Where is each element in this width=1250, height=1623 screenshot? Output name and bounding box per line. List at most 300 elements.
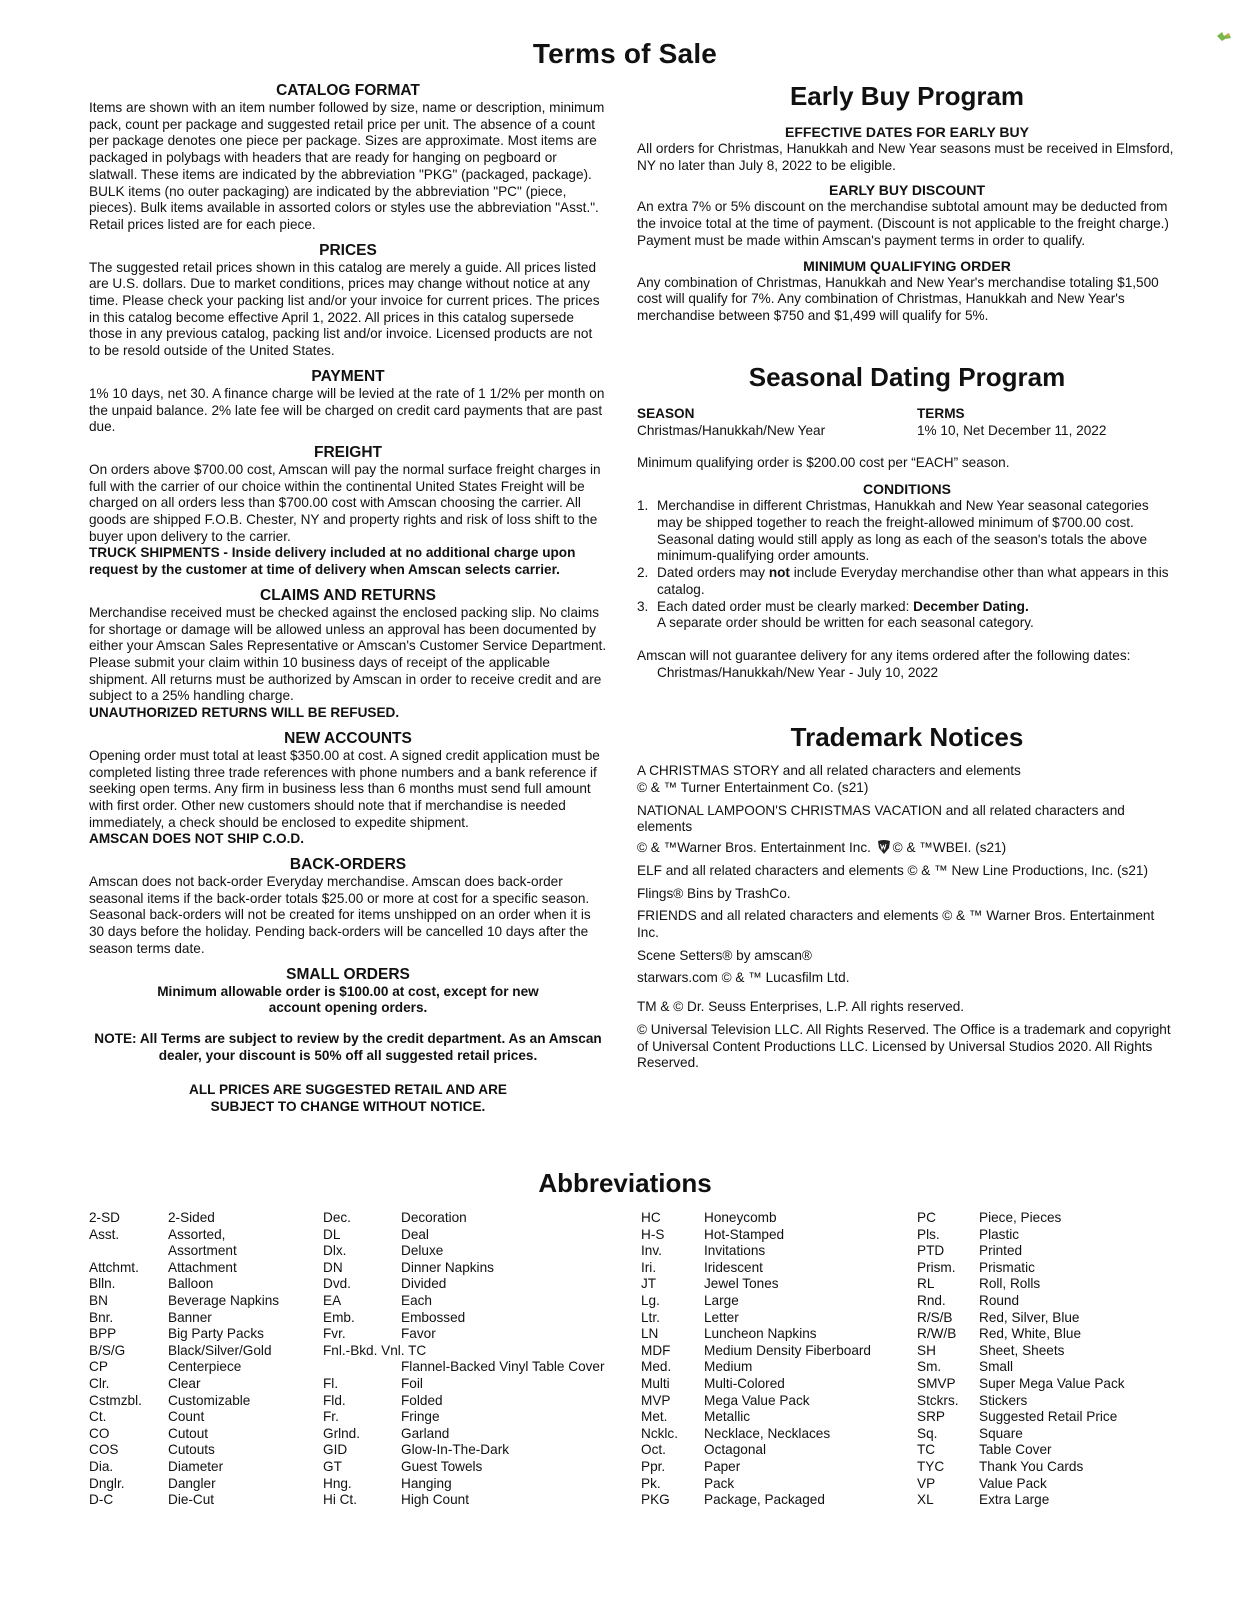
- trademark-notice: starwars.com © & ™ Lucasfilm Ltd.: [637, 970, 850, 986]
- abbreviation-meaning: Value Pack: [979, 1475, 1047, 1491]
- abbreviation-row: [641, 1227, 901, 1244]
- condition-number: 1.: [637, 498, 649, 514]
- guarantee-text: Amscan will not guarantee delivery for any items ordered after the following dates:: [637, 647, 1131, 663]
- condition-item: [637, 599, 1177, 632]
- minimum-order-text: Minimum allowable order is $100.00 at cost, except for new account opening orders.: [157, 983, 539, 1016]
- trademark-notice: Scene Setters® by amscan®: [637, 947, 812, 963]
- abbreviation-code: GT: [323, 1458, 342, 1474]
- abbreviation-row: [917, 1326, 1197, 1343]
- abbreviations-column-1: [89, 1210, 309, 1509]
- abbreviation-meaning: Die-Cut: [168, 1492, 215, 1508]
- section-text: The suggested retail prices shown in this catalog are merely a guide. All prices listed are U.S. dollars. Due to market conditions, prices may change without notice at any time. Please check your packing list and/or your invoice for current prices. The prices in this catalog become effective April 1, 2022. All prices in this catalog supersede those in any previous catalog, packing list and/or invoice. Licensed products are not to be resold outside of the United States.: [89, 259, 600, 359]
- abbreviation-code: Fnl.-Bkd. Vnl. TC: [323, 1342, 427, 1358]
- abbreviation-row: [917, 1359, 1197, 1376]
- abbreviation-meaning: Square: [979, 1425, 1023, 1441]
- trademark-text-part: © & ™WBEI. (s21): [892, 840, 1007, 856]
- abbreviation-code: GID: [323, 1442, 348, 1458]
- section-text: Merchandise received must be checked against the enclosed packing slip. No claims for shortage or damage will be allowed unless an approval has been documented by either your Amscan Sales Representative or Amscan's Customer Service Department. Please submit your claim within 10 business days of receipt of the applicable shipment. All returns must be authorized by Amscan in order to receive credit and are subject to a 25% handling charge.: [89, 604, 607, 704]
- section-text: Amscan does not back-order Everyday merchandise. Amscan does back-order seasonal items if the back-order totals $25.00 or more at cost for a specific season. Seasonal back-orders will not be created for items unshipped on an order when it is 30 days before the holiday. Pending back-orders will be cancelled 10 days after the season terms date.: [89, 874, 591, 956]
- abbreviation-code: Fld.: [323, 1392, 346, 1408]
- programs-column: [637, 80, 1177, 1078]
- abbreviation-row: [89, 1210, 309, 1227]
- abbreviation-meaning: Black/Silver/Gold: [168, 1342, 272, 1358]
- abbreviation-row: [323, 1459, 613, 1476]
- abbreviation-meaning: Medium Density Fiberboard: [704, 1342, 871, 1358]
- abbreviation-row: [641, 1243, 901, 1260]
- abbreviation-row: [917, 1476, 1197, 1493]
- abbreviation-row: [917, 1276, 1197, 1293]
- abbreviation-meaning: Paper: [704, 1458, 741, 1474]
- trademark-text: A CHRISTMAS STORY and all related characters and elements: [637, 763, 1021, 779]
- abbreviation-row: [641, 1459, 901, 1476]
- abbreviation-row: [89, 1359, 309, 1376]
- abbreviation-code: Pk.: [641, 1475, 661, 1491]
- abbreviation-row: [89, 1492, 309, 1509]
- abbreviation-code: JT: [641, 1276, 657, 1292]
- abbreviation-meaning: Flannel-Backed Vinyl Table Cover: [401, 1359, 605, 1375]
- abbreviation-row: [917, 1426, 1197, 1443]
- season-value: Christmas/Hanukkah/New Year: [637, 422, 826, 438]
- abbreviation-row: [323, 1393, 613, 1410]
- abbreviation-code: Ppr.: [641, 1458, 666, 1474]
- abbreviation-meaning: Honeycomb: [704, 1210, 777, 1225]
- abbreviation-row: [89, 1376, 309, 1393]
- section-heading: NEW ACCOUNTS: [284, 729, 412, 747]
- condition-text: [657, 599, 1177, 632]
- abbreviation-code: Fl.: [323, 1375, 339, 1391]
- abbreviation-meaning: Customizable: [168, 1392, 251, 1408]
- terms-column: [89, 82, 607, 1116]
- abbreviation-code: R/W/B: [917, 1326, 957, 1342]
- abbreviation-code: VP: [917, 1475, 936, 1491]
- abbreviation-meaning: Balloon: [168, 1276, 214, 1292]
- abbreviation-meaning: Super Mega Value Pack: [979, 1375, 1125, 1391]
- abbreviation-meaning: Suggested Retail Price: [979, 1409, 1118, 1425]
- terms-label: TERMS: [917, 405, 965, 421]
- abbreviation-code: D-C: [89, 1492, 114, 1508]
- abbreviation-meaning: Attachment: [168, 1259, 237, 1275]
- condition-emphasis: not: [768, 565, 790, 581]
- abbreviation-row: [89, 1276, 309, 1293]
- guarantee-date: Christmas/Hanukkah/New Year - July 10, 2022: [657, 664, 939, 680]
- small-orders-section: [89, 966, 607, 1017]
- trademark-notice: TM & © Dr. Seuss Enterprises, L.P. All rights reserved.: [637, 999, 965, 1015]
- abbreviation-code: 2-SD: [89, 1210, 120, 1225]
- abbreviation-code: Met.: [641, 1409, 668, 1425]
- section-heading: EARLY BUY DISCOUNT: [828, 182, 986, 199]
- abbreviation-row: [323, 1442, 613, 1459]
- abbreviation-row: [89, 1326, 309, 1343]
- abbreviation-code: RL: [917, 1276, 935, 1292]
- abbreviation-code: Fr.: [323, 1409, 339, 1425]
- condition-text-part: Each dated order must be clearly marked:: [657, 598, 914, 614]
- abbreviation-meaning: Red, Silver, Blue: [979, 1309, 1080, 1325]
- abbreviation-row: [323, 1310, 613, 1327]
- abbreviation-code: B/S/G: [89, 1342, 126, 1358]
- trademark-title: Trademark Notices: [790, 722, 1024, 753]
- abbreviation-code: LN: [641, 1326, 659, 1342]
- abbreviation-code: Blln.: [89, 1276, 116, 1292]
- abbreviation-row: [917, 1442, 1197, 1459]
- trademark-text: NATIONAL LAMPOON'S CHRISTMAS VACATION and all related characters and elements: [637, 802, 1125, 835]
- prices-section: [89, 242, 607, 360]
- abbreviation-code: Iri.: [641, 1259, 657, 1275]
- abbreviation-code: PKG: [641, 1492, 670, 1508]
- section-text: An extra 7% or 5% discount on the merchandise subtotal amount may be deducted from the invoice total at the time of payment. (Discount is not applicable to the freight charge.) Payment must be made within Amscan's payment terms in order to qualify.: [637, 199, 1169, 248]
- trademark-notice: © Universal Television LLC. All Rights Reserved. The Office is a trademark and copyright of Universal Content Productions LLC. Licensed by Universal Studios 2020. All Rights Reserved.: [637, 1021, 1171, 1071]
- abbreviation-meaning: [426, 1343, 613, 1360]
- trademark-text: [637, 840, 1177, 857]
- abbreviation-meaning: Each: [401, 1292, 432, 1308]
- abbreviation-meaning: Glow-In-The-Dark: [401, 1442, 510, 1458]
- abbreviation-row: [89, 1310, 309, 1327]
- abbreviations-column-4: [917, 1210, 1197, 1509]
- abbreviation-meaning: Letter: [704, 1309, 739, 1325]
- claims-section: [89, 587, 607, 722]
- no-cod-text: AMSCAN DOES NOT SHIP C.O.D.: [89, 831, 305, 847]
- abbreviation-meaning: Pack: [704, 1475, 735, 1491]
- abbreviation-code: Ct.: [89, 1409, 107, 1425]
- section-text: Any combination of Christmas, Hanukkah and New Year's merchandise totaling $1,500 cost will qualify for 7%. Any combination of Christmas, Hanukkah and New Year's merchandise between $750 and $1,499 will qualify for 5%.: [637, 274, 1159, 323]
- abbreviation-code: DL: [323, 1226, 341, 1242]
- abbreviation-row: [89, 1393, 309, 1410]
- abbreviation-code: [323, 1359, 401, 1376]
- abbreviation-code: Grlnd.: [323, 1425, 361, 1441]
- abbreviation-meaning: Big Party Packs: [168, 1326, 264, 1342]
- abbreviation-row: [917, 1343, 1197, 1360]
- abbreviation-meaning: Small: [979, 1359, 1013, 1375]
- abbreviation-code: R/S/B: [917, 1309, 953, 1325]
- abbreviation-meaning: 2-Sided: [168, 1210, 215, 1225]
- trademark-text: © & ™ Turner Entertainment Co. (s21): [637, 780, 869, 796]
- abbreviation-code: H-S: [641, 1226, 665, 1242]
- abbreviation-meaning: Metallic: [704, 1409, 751, 1425]
- page-title: Terms of Sale: [532, 38, 718, 69]
- abbreviation-meaning: Garland: [401, 1425, 450, 1441]
- abbreviation-meaning: Package, Packaged: [704, 1492, 825, 1508]
- abbreviation-code: [89, 1243, 168, 1260]
- abbreviation-code: BN: [89, 1292, 108, 1308]
- abbreviation-code: Dlx.: [323, 1243, 347, 1259]
- section-heading: EFFECTIVE DATES FOR EARLY BUY: [785, 124, 1029, 140]
- abbreviation-meaning: Large: [704, 1292, 739, 1308]
- abbreviation-code: Emb.: [323, 1309, 355, 1325]
- abbreviation-row: [89, 1476, 309, 1493]
- abbreviation-row: [641, 1326, 901, 1343]
- abbreviation-meaning: Hanging: [401, 1475, 452, 1491]
- abbreviation-meaning: Guest Towels: [401, 1458, 483, 1474]
- section-heading: PAYMENT: [311, 367, 385, 385]
- abbreviation-row: [323, 1210, 613, 1227]
- abbreviation-meaning: Beverage Napkins: [168, 1292, 280, 1308]
- condition-number: 3.: [637, 598, 649, 614]
- condition-item: [637, 498, 1177, 565]
- abbreviation-meaning: Jewel Tones: [704, 1276, 779, 1292]
- section-heading: MINIMUM QUALIFYING ORDER: [803, 257, 1011, 274]
- trademark-notice: ELF and all related characters and elements © & ™ New Line Productions, Inc. (s21): [637, 862, 1148, 878]
- catalog-format-section: [89, 82, 607, 234]
- section-heading: CLAIMS AND RETURNS: [260, 586, 436, 604]
- section-heading: FREIGHT: [313, 443, 383, 461]
- condition-emphasis: December Dating.: [913, 598, 1029, 614]
- section-heading: CATALOG FORMAT: [276, 82, 420, 99]
- payment-section: [89, 368, 607, 436]
- abbreviation-code: TC: [917, 1442, 936, 1458]
- section-text: Items are shown with an item number followed by size, name or description, minimum pack, count per package and suggested retail price per unit. The absence of a count per package denotes one piece per package. Sizes are approximate. Most items are packaged in polybags with headers that are ready for hanging on pegboard or slatwall. These items are indicated by the abbreviation "PKG" (packaged, package). BULK items (no outer packaging) are indicated by the abbreviation "PC" (piece, pieces). Bulk items available in assorted colors or styles use the abbreviation "Asst.". Retail prices listed are for each piece.: [89, 100, 605, 232]
- prices-notice: ALL PRICES ARE SUGGESTED RETAIL AND ARE SUBJECT TO CHANGE WITHOUT NOTICE.: [189, 1082, 507, 1115]
- abbreviation-code: MDF: [641, 1342, 671, 1358]
- seasonal-title: Seasonal Dating Program: [748, 361, 1066, 392]
- abbreviations-column-2: [323, 1210, 613, 1509]
- abbreviation-row: [917, 1393, 1197, 1410]
- abbreviation-row: [89, 1243, 309, 1260]
- abbreviation-meaning: Decoration: [401, 1210, 467, 1225]
- abbreviation-meaning: Banner: [168, 1309, 212, 1325]
- abbreviation-meaning: Printed: [979, 1243, 1023, 1259]
- abbreviation-meaning: Count: [168, 1409, 205, 1425]
- condition-item: [637, 565, 1177, 598]
- abbreviation-meaning: Sheet, Sheets: [979, 1342, 1065, 1358]
- abbreviation-meaning: Deluxe: [401, 1243, 444, 1259]
- abbreviation-meaning: Folded: [401, 1392, 443, 1408]
- trademark-notice: Flings® Bins by TrashCo.: [637, 885, 791, 901]
- condition-text: Merchandise in different Christmas, Hanukkah and New Year seasonal categories may be shipped together to reach the freight-allowed minimum of $700.00 cost. Seasonal dating would still apply as long as each of the season's totals the above minimum-qualifying order amounts.: [657, 498, 1149, 564]
- abbreviation-code: Pls.: [917, 1226, 940, 1242]
- abbreviation-row: [323, 1426, 613, 1443]
- abbreviation-row: [641, 1293, 901, 1310]
- abbreviation-code: Dnglr.: [89, 1475, 125, 1491]
- abbreviation-code: Hng.: [323, 1475, 352, 1491]
- trademark-text-part: © & ™Warner Bros. Entertainment Inc.: [637, 840, 871, 856]
- conditions-heading: CONDITIONS: [863, 481, 951, 498]
- abbreviation-row: [641, 1393, 901, 1410]
- abbreviation-row: [89, 1409, 309, 1426]
- abbreviations-column-3: [641, 1210, 901, 1509]
- abbreviation-row: [917, 1260, 1197, 1277]
- abbreviation-code: Ltr.: [641, 1309, 660, 1325]
- abbreviation-row: [323, 1376, 613, 1393]
- abbreviation-meaning: Divided: [401, 1276, 447, 1292]
- abbreviation-code: PTD: [917, 1243, 945, 1259]
- abbreviation-code: Ncklc.: [641, 1425, 679, 1441]
- abbreviation-row: [89, 1227, 309, 1244]
- abbreviation-row: [323, 1476, 613, 1493]
- abbreviation-code: CP: [89, 1359, 108, 1375]
- abbreviation-row: [323, 1359, 613, 1376]
- abbreviation-row: [917, 1243, 1197, 1260]
- abbreviation-meaning: Piece, Pieces: [979, 1210, 1062, 1225]
- abbreviation-meaning: Fringe: [401, 1409, 440, 1425]
- new-accounts-section: [89, 730, 607, 848]
- abbreviation-meaning: Deal: [401, 1226, 429, 1242]
- abbreviation-row: [917, 1210, 1197, 1227]
- condition-text-part: A separate order should be written for each seasonal category.: [657, 615, 1034, 631]
- minimum-qualifying-text: Minimum qualifying order is $200.00 cost per “EACH” season.: [637, 454, 1010, 470]
- season-terms-table: [637, 405, 1177, 439]
- abbreviation-meaning: Embossed: [401, 1309, 466, 1325]
- abbreviation-code: XL: [917, 1492, 934, 1508]
- abbreviation-code: Hi Ct.: [323, 1492, 357, 1508]
- abbreviation-row: [323, 1260, 613, 1277]
- section-text: On orders above $700.00 cost, Amscan will pay the normal surface freight charges in full with the carrier of our choice within the continental United States Freight will be charged on all orders less than $700.00 cost with Amscan choosing the carrier. All goods are shipped F.O.B. Chester, NY and property rights and risk of loss shift to the buyer upon delivery to the carrier.: [89, 461, 601, 544]
- truck-shipments-text: TRUCK SHIPMENTS - Inside delivery included at no additional charge upon request by the customer at time of delivery when Amscan selects carrier.: [89, 545, 576, 578]
- abbreviation-row: [641, 1442, 901, 1459]
- abbreviation-code: Prism.: [917, 1259, 956, 1275]
- abbreviation-row: [323, 1326, 613, 1343]
- abbreviation-code: Med.: [641, 1359, 672, 1375]
- abbreviation-meaning: Stickers: [979, 1392, 1028, 1408]
- section-heading: BACK-ORDERS: [289, 856, 407, 874]
- abbreviation-code: HC: [641, 1210, 661, 1225]
- unauthorized-returns-text: UNAUTHORIZED RETURNS WILL BE REFUSED.: [89, 705, 400, 721]
- abbreviation-code: MVP: [641, 1392, 671, 1408]
- abbreviation-row: [641, 1310, 901, 1327]
- abbreviation-row: [917, 1293, 1197, 1310]
- abbreviation-meaning: Plastic: [979, 1226, 1020, 1242]
- abbreviation-meaning: Mega Value Pack: [704, 1392, 810, 1408]
- early-buy-section: [637, 80, 1177, 325]
- section-text: 1% 10 days, net 30. A finance charge will be levied at the rate of 1 1/2% per month on the unpaid balance. 2% late fee will be charged on credit card payments that are past due.: [89, 385, 605, 435]
- section-text: All orders for Christmas, Hanukkah and New Year seasons must be received in Elmsford, NY no later than July 8, 2022 to be eligible.: [637, 141, 1174, 173]
- abbreviation-row: [89, 1260, 309, 1277]
- abbreviation-row: [641, 1359, 901, 1376]
- abbreviation-row: [323, 1492, 613, 1509]
- abbreviation-meaning: Luncheon Napkins: [704, 1326, 817, 1342]
- abbreviation-row: [917, 1310, 1197, 1327]
- trademark-notice: [637, 763, 1177, 796]
- abbreviation-meaning: Multi-Colored: [704, 1375, 785, 1391]
- abbreviation-code: SRP: [917, 1409, 945, 1425]
- abbreviation-code: DN: [323, 1259, 343, 1275]
- abbreviation-row: [641, 1492, 901, 1509]
- abbreviation-meaning: Cutout: [168, 1425, 209, 1441]
- abbreviation-code: Stckrs.: [917, 1392, 959, 1408]
- abbreviation-row: [641, 1426, 901, 1443]
- abbreviation-meaning: Dangler: [168, 1475, 216, 1491]
- back-orders-section: [89, 856, 607, 958]
- abbreviation-code: BPP: [89, 1326, 117, 1342]
- abbreviation-code: Dia.: [89, 1458, 114, 1474]
- abbreviation-code: Cstmzbl.: [89, 1392, 142, 1408]
- abbreviation-row: [917, 1227, 1197, 1244]
- abbreviation-row: [641, 1260, 901, 1277]
- abbreviation-code: Lg.: [641, 1292, 660, 1308]
- abbreviation-meaning: Assorted,: [168, 1226, 226, 1242]
- section-text: Opening order must total at least $350.00 at cost. A signed credit application must be completed listing three trade references with phone numbers and a bank reference if seeking open terms. Any firm in business less than 6 months must send full amount with first order. Other new customers should note that if merchandise is needed immediately, a check should be enclosed to expedite shipment.: [89, 747, 600, 830]
- abbreviation-code: EA: [323, 1292, 342, 1308]
- discount-note: NOTE: All Terms are subject to review by the credit department. As an Amscan dealer, your discount is 50% off all suggested retail prices.: [94, 1030, 602, 1063]
- trademark-notice: [637, 803, 1177, 857]
- abbreviation-meaning: Centerpiece: [168, 1359, 242, 1375]
- abbreviations-title: Abbreviations: [538, 1168, 712, 1198]
- abbreviation-row: [641, 1409, 901, 1426]
- abbreviation-meaning: High Count: [401, 1492, 470, 1508]
- abbreviation-row: [641, 1476, 901, 1493]
- abbreviation-meaning: Roll, Rolls: [979, 1276, 1041, 1292]
- abbreviation-code: SMVP: [917, 1375, 956, 1391]
- condition-number: 2.: [637, 565, 649, 581]
- abbreviation-code: Attchmt.: [89, 1259, 139, 1275]
- abbreviation-code: Sm.: [917, 1359, 942, 1375]
- abbreviation-meaning: Clear: [168, 1375, 201, 1391]
- abbreviation-code: Oct.: [641, 1442, 666, 1458]
- abbreviation-code: Sq.: [917, 1425, 938, 1441]
- abbreviation-meaning: Prismatic: [979, 1259, 1035, 1275]
- abbreviation-row: [323, 1276, 613, 1293]
- abbreviation-row: [323, 1293, 613, 1310]
- abbreviation-row: [641, 1210, 901, 1227]
- abbreviation-code: Clr.: [89, 1375, 110, 1391]
- freight-section: [89, 444, 607, 579]
- abbreviation-row: [89, 1459, 309, 1476]
- abbreviation-meaning: Invitations: [704, 1243, 766, 1259]
- abbreviation-meaning: Table Cover: [979, 1442, 1052, 1458]
- abbreviation-row: [917, 1492, 1197, 1509]
- abbreviation-row: [323, 1243, 613, 1260]
- abbreviation-row: [641, 1276, 901, 1293]
- abbreviation-row: [917, 1459, 1197, 1476]
- abbreviation-code: SH: [917, 1342, 936, 1358]
- abbreviation-row: [917, 1409, 1197, 1426]
- abbreviation-code: Dec.: [323, 1210, 351, 1225]
- abbreviation-code: Inv.: [641, 1243, 662, 1259]
- abbreviation-meaning: Favor: [401, 1326, 436, 1342]
- seasonal-dating-section: [637, 361, 1177, 682]
- section-heading: PRICES: [319, 241, 377, 259]
- abbreviation-row: [89, 1442, 309, 1459]
- abbreviation-meaning: Diameter: [168, 1458, 224, 1474]
- abbreviation-code: PC: [917, 1210, 936, 1225]
- abbreviation-meaning: Octagonal: [704, 1442, 766, 1458]
- abbreviation-row: [323, 1343, 613, 1360]
- abbreviation-meaning: Extra Large: [979, 1492, 1050, 1508]
- condition-text-part: include Everyday merchandise other than what appears in this catalog.: [657, 565, 1169, 597]
- abbreviation-meaning: Medium: [704, 1359, 753, 1375]
- abbreviation-meaning: Round: [979, 1292, 1020, 1308]
- trademark-notice: FRIENDS and all related characters and elements © & ™ Warner Bros. Entertainment Inc.: [637, 908, 1155, 940]
- abbreviation-code: Multi: [641, 1375, 670, 1391]
- section-heading: SMALL ORDERS: [286, 965, 410, 983]
- condition-text: [657, 565, 1177, 598]
- abbreviation-code: Asst.: [89, 1226, 120, 1242]
- abbreviation-meaning: Foil: [401, 1375, 423, 1391]
- abbreviation-row: [89, 1426, 309, 1443]
- abbreviation-row: [641, 1376, 901, 1393]
- abbreviation-row: [641, 1343, 901, 1360]
- abbreviation-meaning: Hot-Stamped: [704, 1226, 785, 1242]
- abbreviation-code: TYC: [917, 1458, 945, 1474]
- abbreviation-row: [917, 1376, 1197, 1393]
- season-label: SEASON: [637, 405, 695, 421]
- abbreviation-meaning: Cutouts: [168, 1442, 215, 1458]
- abbreviation-meaning: Assortment: [168, 1243, 237, 1259]
- abbreviation-meaning: Red, White, Blue: [979, 1326, 1081, 1342]
- trademark-section: [637, 721, 1177, 1072]
- terms-value: 1% 10, Net December 11, 2022: [917, 422, 1107, 438]
- abbreviation-meaning: Necklace, Necklaces: [704, 1425, 831, 1441]
- abbreviation-meaning: Iridescent: [704, 1259, 763, 1275]
- abbreviation-code: Dvd.: [323, 1276, 351, 1292]
- abbreviation-row: [89, 1343, 309, 1360]
- abbreviation-code: Bnr.: [89, 1309, 114, 1325]
- abbreviation-code: CO: [89, 1425, 110, 1441]
- abbreviation-row: [89, 1293, 309, 1310]
- abbreviation-meaning: Thank You Cards: [979, 1458, 1084, 1474]
- condition-text-part: Dated orders may: [657, 565, 769, 581]
- abbreviation-code: Fvr.: [323, 1326, 346, 1342]
- abbreviation-row: [323, 1409, 613, 1426]
- abbreviation-code: COS: [89, 1442, 119, 1458]
